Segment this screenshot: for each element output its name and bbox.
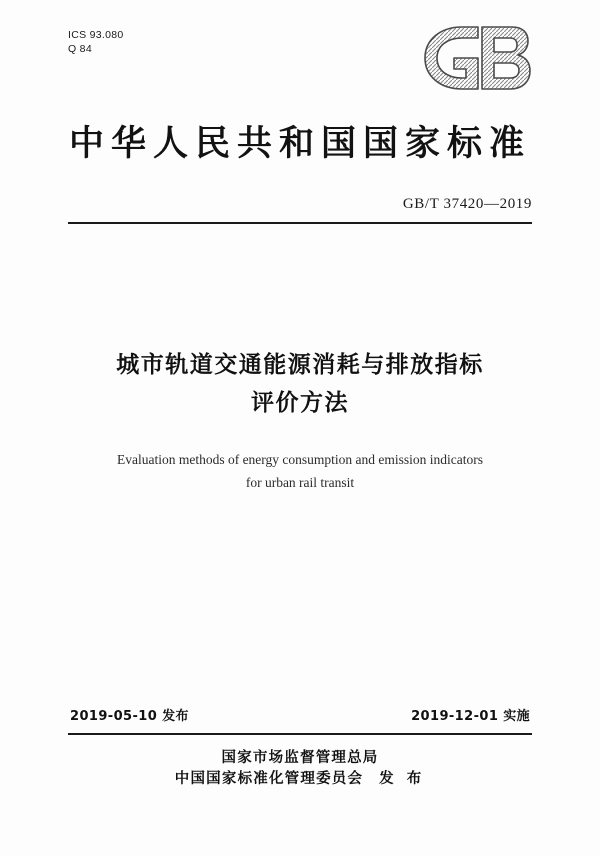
footer — [68, 705, 532, 790]
publish-word: 发 布 — [379, 771, 426, 787]
english-title-line-1: Evaluation methods of energy consumption and emission indicators — [116, 452, 484, 467]
bottom-divider — [68, 733, 532, 735]
title-area — [68, 346, 532, 494]
english-title-line-2: for urban rail transit — [245, 475, 355, 490]
ics-block — [68, 28, 124, 56]
issuer-line-1: 国家市场监督管理总局 — [221, 750, 379, 766]
issuer-block — [68, 748, 532, 790]
issuer-line-2-row — [175, 769, 425, 790]
effective-date: 2019-12-01 实施 — [411, 709, 530, 724]
issuer-line-2: 中国国家标准化管理委员会 — [174, 771, 364, 787]
cover-content — [68, 28, 532, 828]
chinese-title-line-1: 城市轨道交通能源消耗与排放指标 — [116, 352, 484, 378]
issue-date: 2019-05-10 发布 — [70, 709, 189, 724]
header-row — [68, 28, 532, 100]
gb-national-standard-logo-icon — [420, 24, 532, 92]
dates-row — [68, 705, 532, 727]
standard-number: GB/T 37420—2019 — [402, 196, 532, 212]
classification-code: Q 84 — [68, 43, 92, 55]
national-standard-title: 中华人民共和国国家标准 — [68, 124, 531, 164]
chinese-title-line-2: 评价方法 — [251, 390, 349, 416]
top-divider — [68, 222, 532, 224]
ics-code: ICS 93.080 — [68, 29, 124, 41]
